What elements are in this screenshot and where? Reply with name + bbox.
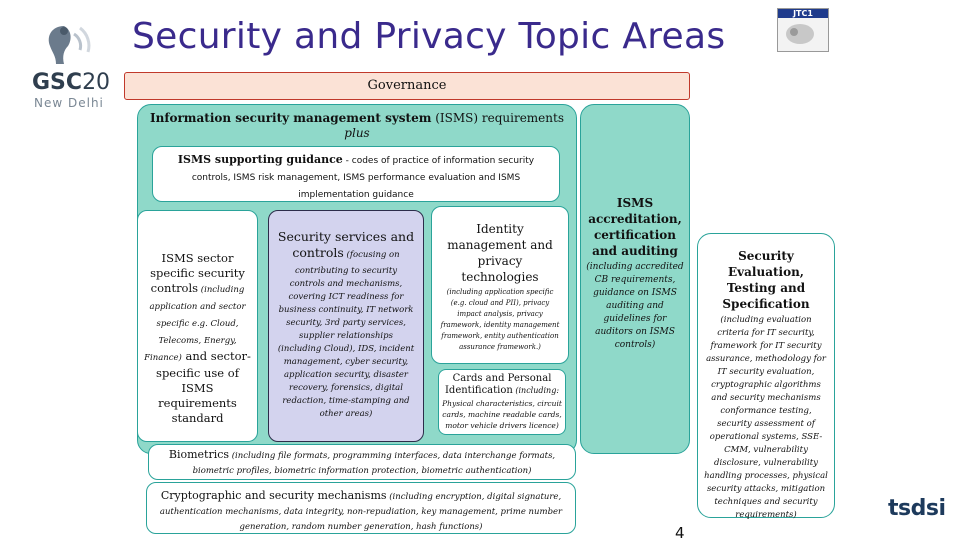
gsc-number: 20 <box>82 70 111 95</box>
crypto-box <box>146 482 576 534</box>
services-box <box>268 210 424 442</box>
crypto-title: Cryptographic and security mechanisms <box>160 489 387 502</box>
page-number: 4 <box>675 524 685 542</box>
gsc-city: New Delhi <box>34 96 104 110</box>
sector-controls-box <box>137 210 258 442</box>
peacock-icon <box>34 20 94 70</box>
sector-tail: and sector-specific use of ISMS requirements standard <box>156 349 251 425</box>
jtc1-text: JTC1 <box>778 9 828 18</box>
governance-box <box>124 72 690 100</box>
gsc-text: GSC <box>32 70 83 95</box>
sector-title: ISMS sector specific security controls <box>150 251 245 295</box>
identity-title: Identity management and privacy technologies <box>447 222 553 284</box>
isms-title-suffix: (ISMS) requirements <box>431 111 564 125</box>
isms-title: Information security management system <box>149 111 432 125</box>
accreditation-box <box>580 104 690 454</box>
services-focus: (focusing on <box>343 250 400 260</box>
jtc1-image-icon <box>778 18 828 50</box>
identity-box <box>431 206 569 364</box>
jtc1-logo <box>777 8 829 52</box>
cards-detail: Physical characteristics, circuit cards, machine readable cards, motor vehicle drivers licence) <box>442 399 562 430</box>
cards-box <box>438 369 566 435</box>
cards-incl: (including: <box>512 386 560 395</box>
biometrics-box <box>148 444 576 480</box>
isms-plus: plus <box>344 126 370 140</box>
evaluation-box <box>697 233 835 518</box>
bio-title: Biometrics <box>168 448 230 461</box>
bio-detail: (including file formats, programming interfaces, data interchange formats, biometric profiles, biometric information protection, biometric authentication) <box>192 451 556 476</box>
cards-title: Cards and Personal Identification <box>444 373 552 396</box>
services-title: Security services and controls <box>277 229 415 260</box>
sector-detail: (including application and sector specific e.g. Cloud, Telecoms, Energy, Finance) <box>144 285 246 363</box>
identity-detail: (including application specific (e.g. cloud and PII), privacy impact analysis, privacy framework, identity management framework, entity authentication assurance framework.) <box>440 288 560 351</box>
crypto-detail: (including encryption, digital signature, authentication mechanisms, data integrity, non-repudiation, key management, prime number generation, random number generation, hash functions) <box>159 492 563 532</box>
accreditation-detail: (including accredited CB requirements, guidance on ISMS auditing and guidelines for auditors on ISMS controls) <box>586 262 684 350</box>
tsdsi-logo: tsdsi <box>888 496 946 521</box>
evaluation-detail: (including evaluation criteria for IT security, framework for IT security assurance, methodology for IT security evaluation, cryptographic algorithms and security mechanisms conformance testing, security assessment of operational systems, SSE-CMM, vulnerability disclosure, vulnerability handling processes, physical security attacks, mitigation techniques and security requirements) <box>704 315 828 520</box>
support-detail: - codes of practice of information security controls, ISMS risk management, ISMS performance evaluation and ISMS implementation guidance <box>191 156 535 200</box>
evaluation-title: Security Evaluation, Testing and Specification <box>722 249 810 311</box>
page-title: Security and Privacy Topic Areas <box>132 16 726 57</box>
services-detail: contributing to security controls and mechanisms, covering ICT readiness for business continuity, IT network security, 3rd party services, supplier relationships (including Cloud), IDS, incident management, cyber security, application security, disaster recovery, forensics, digital redaction, time-stamping and other areas) <box>277 266 415 419</box>
gsc-logo <box>28 20 124 112</box>
isms-support-box <box>152 146 560 202</box>
support-title: ISMS supporting guidance <box>177 153 343 166</box>
accreditation-title: ISMS accreditation, certification and auditing <box>588 196 682 258</box>
governance-label: Governance <box>367 78 447 93</box>
